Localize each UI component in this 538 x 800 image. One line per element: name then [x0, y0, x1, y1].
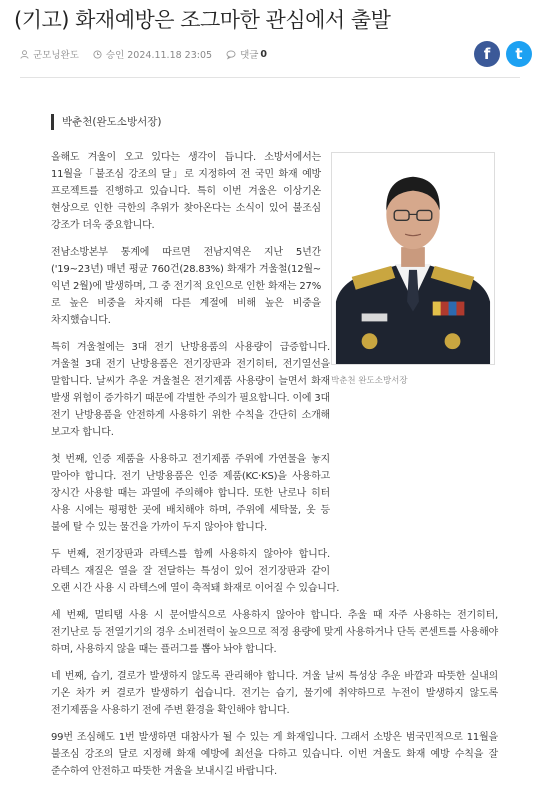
twitter-share-button[interactable]: [506, 41, 532, 67]
clock-icon: [93, 50, 102, 59]
paragraph: 99번 조심해도 1번 발생하면 대참사가 될 수 있는 게 화재입니다. 그래서 소방은 범국민적으로 11월을 불조심 강조의 달로 지정해 화재 예방에 최선을 다하고 있습니다. 이번 겨울도 화재 예방 수칙을 잘 준수하여 안전하고 따뜻한 겨울을 보내시길 바랍니다.: [51, 732, 498, 777]
paragraph: 네 번째, 습기, 결로가 발생하지 않도록 관리해야 합니다. 겨울 날씨 특성상 추운 바깥과 따뜻한 실내의 기온 차가 커 결로가 발생하기 쉽습니다. 전기는 습기, 물기에 취약하므로 누전이 발생하지 않도록 전기제품을 사용하기 전에 주변 환경을 확인해야 합니다.: [51, 671, 498, 716]
paragraph: 두 번째, 전기장판과 라텍스를 함께 사용하지 않아야 합니다. 라텍스 재질은 열을 잘 전달하는 특성이 있어 전기장판과 같이 오랜 시간 사용 시 라텍스에 열이 축적돼 화재로 이어질 수 있습니다.: [51, 549, 340, 594]
comments-count: 0: [260, 48, 268, 60]
paragraph: 올해도 겨울이 오고 있다는 생각이 듭니다. 소방서에서는 11월을「불조심 강조의 달」로 지정하여 전 국민 화재 예방 프로젝트를 진행하고 있습니다. 특히 이번 겨울은 이상기온 현상으로 인한 극한의 추위가 찾아온다는 소식이 있어 불조심 강조가 더욱 중요합니다.: [51, 152, 321, 231]
twitter-icon: t: [515, 45, 523, 63]
comment-icon: [226, 50, 236, 59]
article-meta: [20, 47, 281, 61]
paragraph: 특히 겨울철에는 3대 전기 난방용품의 사용량이 급증합니다. 겨울철 3대 전기 난방용품은 전기장판과 전기히터, 전기열선을 말합니다. 날씨가 추운 겨울철은 전기제품 사용량이 늘면서 화재 발생 위험이 증가하기 때문에 각별한 주의가 필요합니다. 이에 3대 전기 난방용품을 안전하게 사용하기 위한 수칙을 간단히 소개해 보고자 합니다.: [51, 342, 330, 438]
paragraph: 전남소방본부 통계에 따르면 전남지역은 지난 5년간('19~23년) 매년 평균 760건(28.83%) 화재가 겨울철(12월~익년 2월)에 발생하며, 그 중 전기적 요인으로 인한 화재는 27%로 높은 비중을 차지해 다른 계절에 비해 높은 비중을 차지했습니다.: [51, 247, 321, 326]
user-icon: [20, 50, 29, 59]
author-meta: [20, 47, 79, 61]
header-divider: [20, 77, 520, 78]
photo-caption: 박춘천 완도소방서장: [331, 376, 408, 386]
author-site[interactable]: 군모닝완도: [33, 50, 79, 61]
facebook-share-button[interactable]: [474, 41, 500, 67]
photo-spacer: [330, 339, 498, 571]
share-buttons: [474, 41, 538, 67]
paragraph: 첫 번째, 인증 제품을 사용하고 전기제품 주위에 가연물을 놓지 말아야 합니다. 전기 난방용품은 인증 제품(KC·KS)을 사용하고 장시간 사용할 때는 과열에 주의해야 합니다. 또한 난로나 히터 사용 시에는 평평한 곳에 배치해야 하며, 주위에 세탁물, 옷 등 불에 탈 수 있는 물건을 가까이 두지 않아야 합니다.: [51, 454, 330, 533]
byline: 박춘천(완도소방서장): [51, 114, 161, 130]
date-meta: [93, 47, 212, 61]
comments-label: 댓글: [240, 50, 259, 61]
facebook-icon: f: [483, 45, 491, 63]
approved-date: 승인 2024.11.18 23:05: [105, 50, 213, 61]
comments-meta[interactable]: [226, 47, 267, 61]
article-body: [51, 149, 498, 790]
paragraph: 세 번째, 멀티탭 사용 시 문어발식으로 사용하지 않아야 합니다. 추울 때 자주 사용하는 전기히터, 전기난로 등 전열기기의 경우 소비전력이 높으므로 적정 용량에 맞게 사용하거나 단독 콘센트를 사용해야 하며, 사용하지 않을 때는 플러그를 뽑아 놔야 합니다.: [51, 610, 498, 655]
article-title: (기고) 화재예방은 조그마한 관심에서 출발: [14, 8, 391, 32]
